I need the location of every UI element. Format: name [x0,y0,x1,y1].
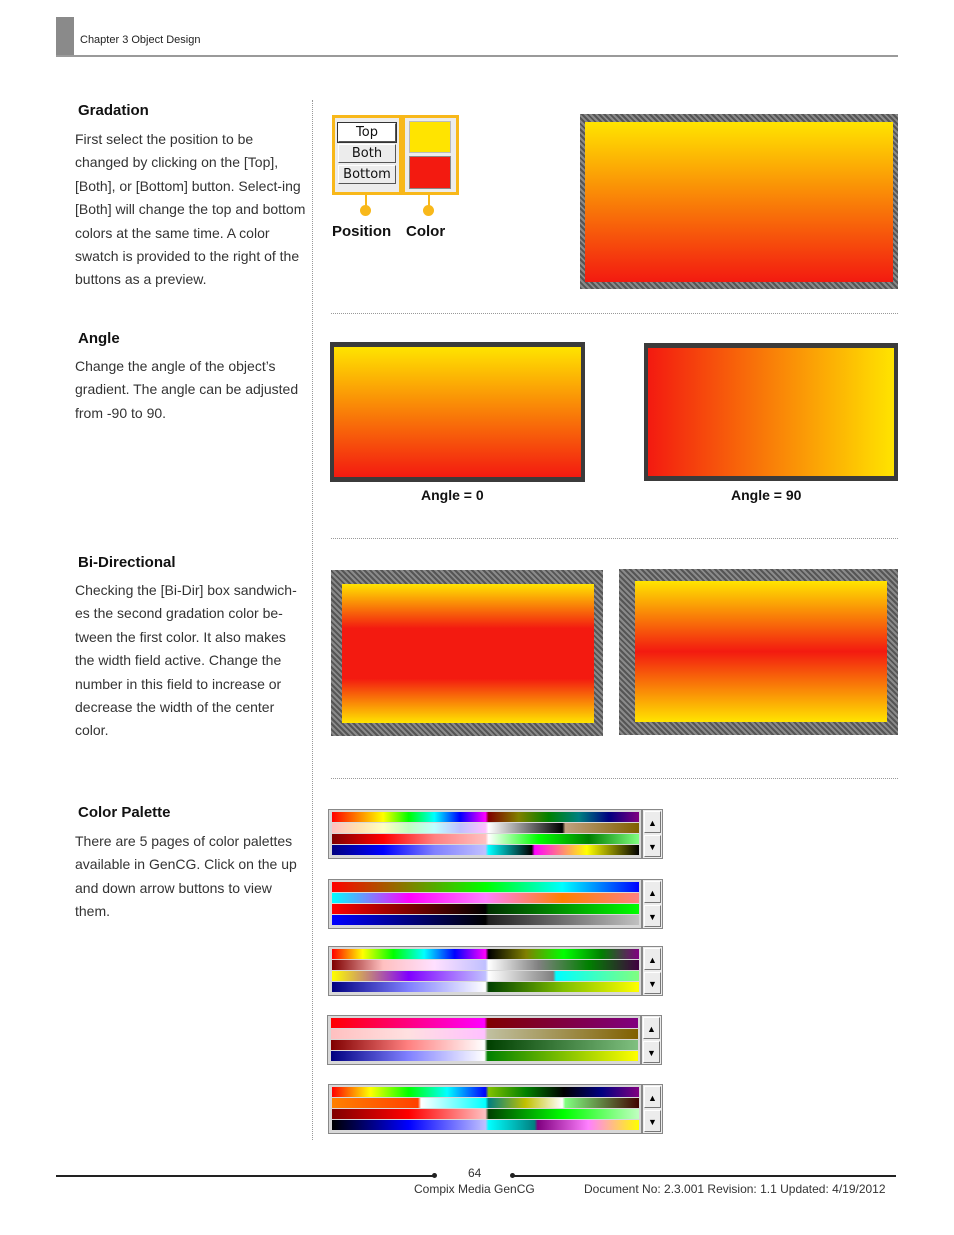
palette-grid[interactable] [328,946,642,996]
color-palette-page-2 [328,879,663,929]
position-callout-dot [360,205,371,216]
header-rule [56,55,898,57]
column-divider [312,100,313,1140]
palette-up-arrow-icon[interactable]: ▲ [644,1086,661,1108]
position-callout-line [365,192,367,206]
palette-up-arrow-icon[interactable]: ▲ [644,881,661,903]
footer-dot-left [432,1173,437,1178]
palette-scrollbar [642,809,663,859]
section-separator [331,778,898,779]
palette-up-arrow-icon[interactable]: ▲ [644,811,661,833]
section-separator [331,313,898,314]
palette-down-arrow-icon[interactable]: ▼ [644,835,661,857]
palette-up-arrow-icon[interactable]: ▲ [643,1017,660,1039]
color-palette-page-3 [328,946,663,996]
bidirectional-preview-wide [331,570,603,736]
bidirectional-wide-fill [342,584,594,723]
gradation-preview [580,114,898,289]
color-palette-page-5 [328,1084,663,1134]
footer-product: Compix Media GenCG [414,1182,535,1196]
angle-0-preview [330,342,585,482]
position-buttons-group [332,115,402,195]
angle-heading: Angle [78,330,120,347]
color-callout-line [428,192,430,206]
bidirectional-text: Checking the [Bi-Dir] box sandwich-es the second gradation color be-tween the first color. It also makes the width field active. Change the number in this field to increase or decrease the width of the center color. [75,582,297,739]
palette-grid[interactable] [328,1084,642,1134]
palette-scrollbar [642,1084,663,1134]
palette-up-arrow-icon[interactable]: ▲ [644,948,661,970]
angle-0-fill [334,347,581,477]
angle-text: Change the angle of the object’s gradient. The angle can be adjusted from -90 to 90. [75,358,299,421]
color-swatch-group [402,115,459,195]
angle-90-preview [644,343,898,481]
palette-grid[interactable] [327,1015,641,1065]
bottom-button[interactable]: Bottom [338,165,396,184]
chapter-title: Chapter 3 Object Design [80,34,201,46]
top-button[interactable]: Top [338,123,396,142]
palette-down-arrow-icon[interactable]: ▼ [644,972,661,994]
palette-down-arrow-icon[interactable]: ▼ [643,1041,660,1063]
gradation-fill [585,122,893,282]
footer-rule-right [513,1175,896,1177]
color-palette-heading: Color Palette [78,804,171,821]
page-number: 64 [468,1166,482,1180]
palette-scrollbar [642,879,663,929]
footer-document-info: Document No: 2.3.001 Revision: 1.1 Updated: 4/19/2012 [584,1182,886,1196]
palette-scrollbar [642,946,663,996]
bidirectional-heading: Bi-Directional [78,554,176,571]
position-caption: Position [332,223,392,240]
color-caption: Color [406,223,446,240]
bidirectional-narrow-fill [635,581,887,722]
bottom-color-swatch[interactable] [409,156,451,189]
color-palette-text: There are 5 pages of color palettes available in GenCG. Click on the up and down arrow buttons to view them. [75,833,297,920]
gradation-text: First select the position to be changed by clicking on the [Top], [Both], or [Bottom] button. Select-ing [Both] will change the top and bottom colors at the same time. A color swatch is provided to the right of the buttons as a preview. [75,131,306,288]
palette-grid[interactable] [328,809,642,859]
palette-scrollbar [641,1015,662,1065]
color-palette-page-4 [327,1015,662,1065]
bidirectional-preview-narrow [619,569,898,735]
top-color-swatch[interactable] [409,121,451,153]
angle-90-caption: Angle = 90 [731,487,802,503]
palette-grid[interactable] [328,879,642,929]
angle-0-caption: Angle = 0 [421,487,484,503]
both-button[interactable]: Both [338,144,396,163]
angle-90-fill [648,348,894,476]
header-accent-bar [56,17,74,57]
color-callout-dot [423,205,434,216]
color-palette-page-1 [328,809,663,859]
section-separator [331,538,898,539]
gradation-heading: Gradation [78,102,149,119]
footer-rule-left [56,1175,434,1177]
palette-down-arrow-icon[interactable]: ▼ [644,1110,661,1132]
palette-down-arrow-icon[interactable]: ▼ [644,905,661,927]
